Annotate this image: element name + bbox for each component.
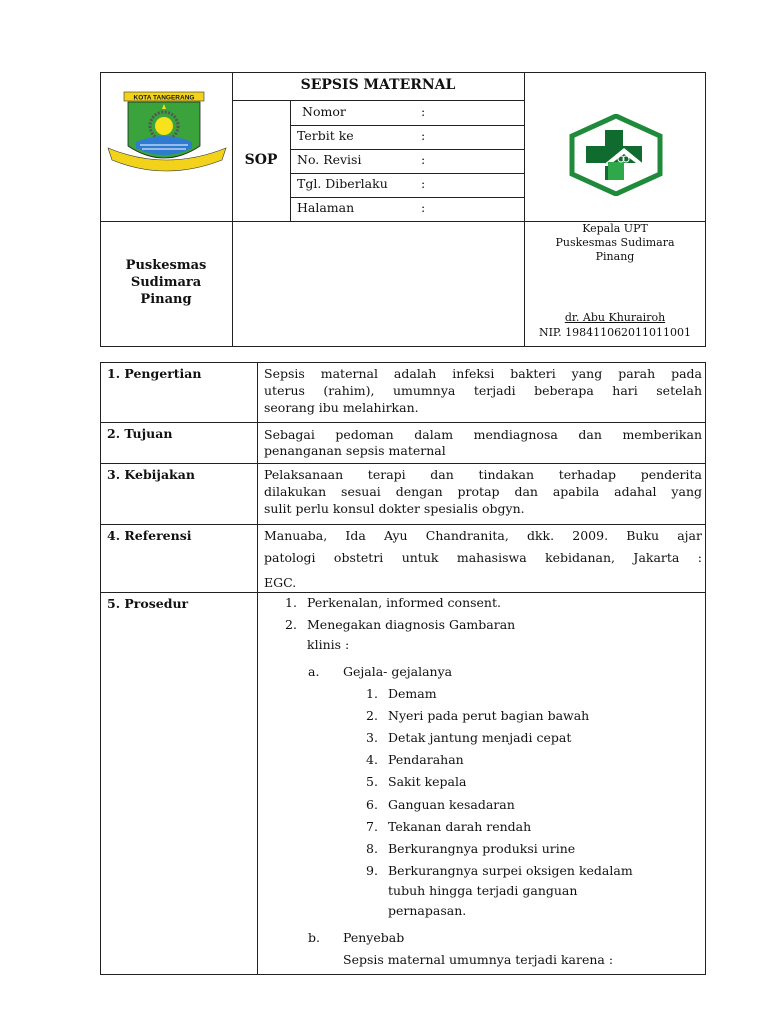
symptom-number: 8. (366, 841, 378, 856)
border (100, 592, 706, 593)
symptom-text: Berkurangnya surpei oksigen kedalam (388, 863, 633, 878)
section-text-line: seorang ibu melahirkan. (264, 400, 419, 415)
field-label: Tgl. Diberlaku (297, 176, 388, 191)
border (705, 362, 706, 975)
section-text-line: Pelaksanaan terapi dan tindakan terhadap penderita (264, 467, 702, 482)
border (100, 346, 706, 347)
symptom-number: 6. (366, 797, 378, 812)
section-label: 3. Kebijakan (107, 467, 195, 482)
field-label: No. Revisi (297, 152, 362, 167)
org-line: Puskesmas (125, 258, 207, 273)
border (290, 149, 524, 150)
section-text-line: EGC. (264, 575, 297, 590)
field-separator: : (421, 176, 426, 191)
signatory-title (524, 222, 706, 264)
symptom-number: 5. (366, 774, 378, 789)
symptom-number: 2. (366, 708, 378, 723)
border (100, 524, 706, 525)
border (524, 72, 525, 347)
field-label: Nomor (302, 104, 346, 119)
field-label: Terbit ke (297, 128, 354, 143)
field-separator: : (421, 128, 426, 143)
step-text: Perkenalan, informed consent. (307, 595, 501, 610)
signatory-line: Puskesmas Sudimara (555, 236, 675, 249)
border (100, 974, 706, 975)
border (290, 197, 524, 198)
symptom-number: 9. (366, 863, 378, 878)
svg-text:KOTA TANGERANG: KOTA TANGERANG (133, 94, 195, 102)
signatory-line: Pinang (595, 250, 635, 263)
step-number: 1. (285, 595, 297, 610)
sub-heading: Penyebab (343, 930, 405, 945)
border (290, 173, 524, 174)
sop-label: SOP (244, 152, 278, 168)
signatory-name: dr. Abu Khurairoh (564, 311, 666, 324)
section-label: 5. Prosedur (107, 596, 189, 611)
symptom-text-cont: pernapasan. (388, 903, 467, 918)
section-label: 1. Pengertian (107, 366, 202, 381)
signatory-line: Kepala UPT (582, 222, 648, 235)
section-text-line: Sepsis maternal adalah infeksi bakteri yang parah pada (264, 366, 702, 381)
symptom-number: 7. (366, 819, 378, 834)
document-title: SEPSIS MATERNAL (300, 77, 456, 93)
puskesmas-logo (568, 114, 664, 196)
border (100, 422, 706, 423)
org-line: Pinang (140, 292, 192, 307)
section-label: 4. Referensi (107, 528, 192, 543)
border (290, 100, 291, 221)
border (257, 362, 258, 975)
border (705, 72, 706, 347)
section-text-line: uterus (rahim), umumnya terjadi beberapa hari setelah (264, 383, 702, 398)
symptom-text-cont: tubuh hingga terjadi ganguan (388, 883, 578, 898)
section-text-line: Sebagai pedoman dalam mendiagnosa dan memberikan (264, 427, 702, 442)
step-text-cont: klinis : (307, 637, 350, 652)
sub-letter: a. (308, 664, 320, 679)
field-separator: : (421, 104, 426, 119)
symptom-text: Nyeri pada perut bagian bawah (388, 708, 590, 723)
border (290, 125, 524, 126)
section-text-line: Manuaba, Ida Ayu Chandranita, dkk. 2009. Buku ajar (264, 528, 702, 543)
field-separator: : (421, 200, 426, 215)
kota-tangerang-logo (106, 90, 228, 174)
field-separator: : (421, 152, 426, 167)
sub-letter: b. (308, 930, 320, 945)
symptom-text: Berkurangnya produksi urine (388, 841, 576, 856)
border (100, 362, 706, 363)
border (232, 72, 233, 347)
symptom-text: Sakit kepala (388, 774, 467, 789)
section-text-line: sulit perlu konsul dokter spesialis obgyn. (264, 501, 525, 516)
border (232, 100, 524, 101)
symptom-text: Pendarahan (388, 752, 464, 767)
sub-heading: Gejala- gejalanya (343, 664, 453, 679)
organization-name (100, 257, 232, 308)
border (100, 463, 706, 464)
symptom-text: Demam (388, 686, 437, 701)
org-line: Sudimara (130, 275, 202, 290)
symptom-number: 3. (366, 730, 378, 745)
signatory-nip: NIP. 198411062011011001 (538, 326, 692, 339)
cause-text: Sepsis maternal umumnya terjadi karena : (343, 952, 614, 967)
symptom-text: Ganguan kesadaran (388, 797, 515, 812)
section-text-line: patologi obstetri untuk mahasiswa kebidanan, Jakarta : (264, 550, 702, 565)
border (100, 72, 706, 73)
border (100, 362, 101, 975)
symptom-number: 4. (366, 752, 378, 767)
symptom-text: Tekanan darah rendah (388, 819, 532, 834)
section-label: 2. Tujuan (107, 426, 173, 441)
symptom-number: 1. (366, 686, 378, 701)
field-label: Halaman (297, 200, 355, 215)
step-number: 2. (285, 617, 297, 632)
symptom-text: Detak jantung menjadi cepat (388, 730, 572, 745)
section-text-line: penanganan sepsis maternal (264, 443, 446, 458)
step-text: Menegakan diagnosis Gambaran (307, 617, 516, 632)
section-text-line: dilakukan sesuai dengan protap dan apabila adahal yang (264, 484, 702, 499)
